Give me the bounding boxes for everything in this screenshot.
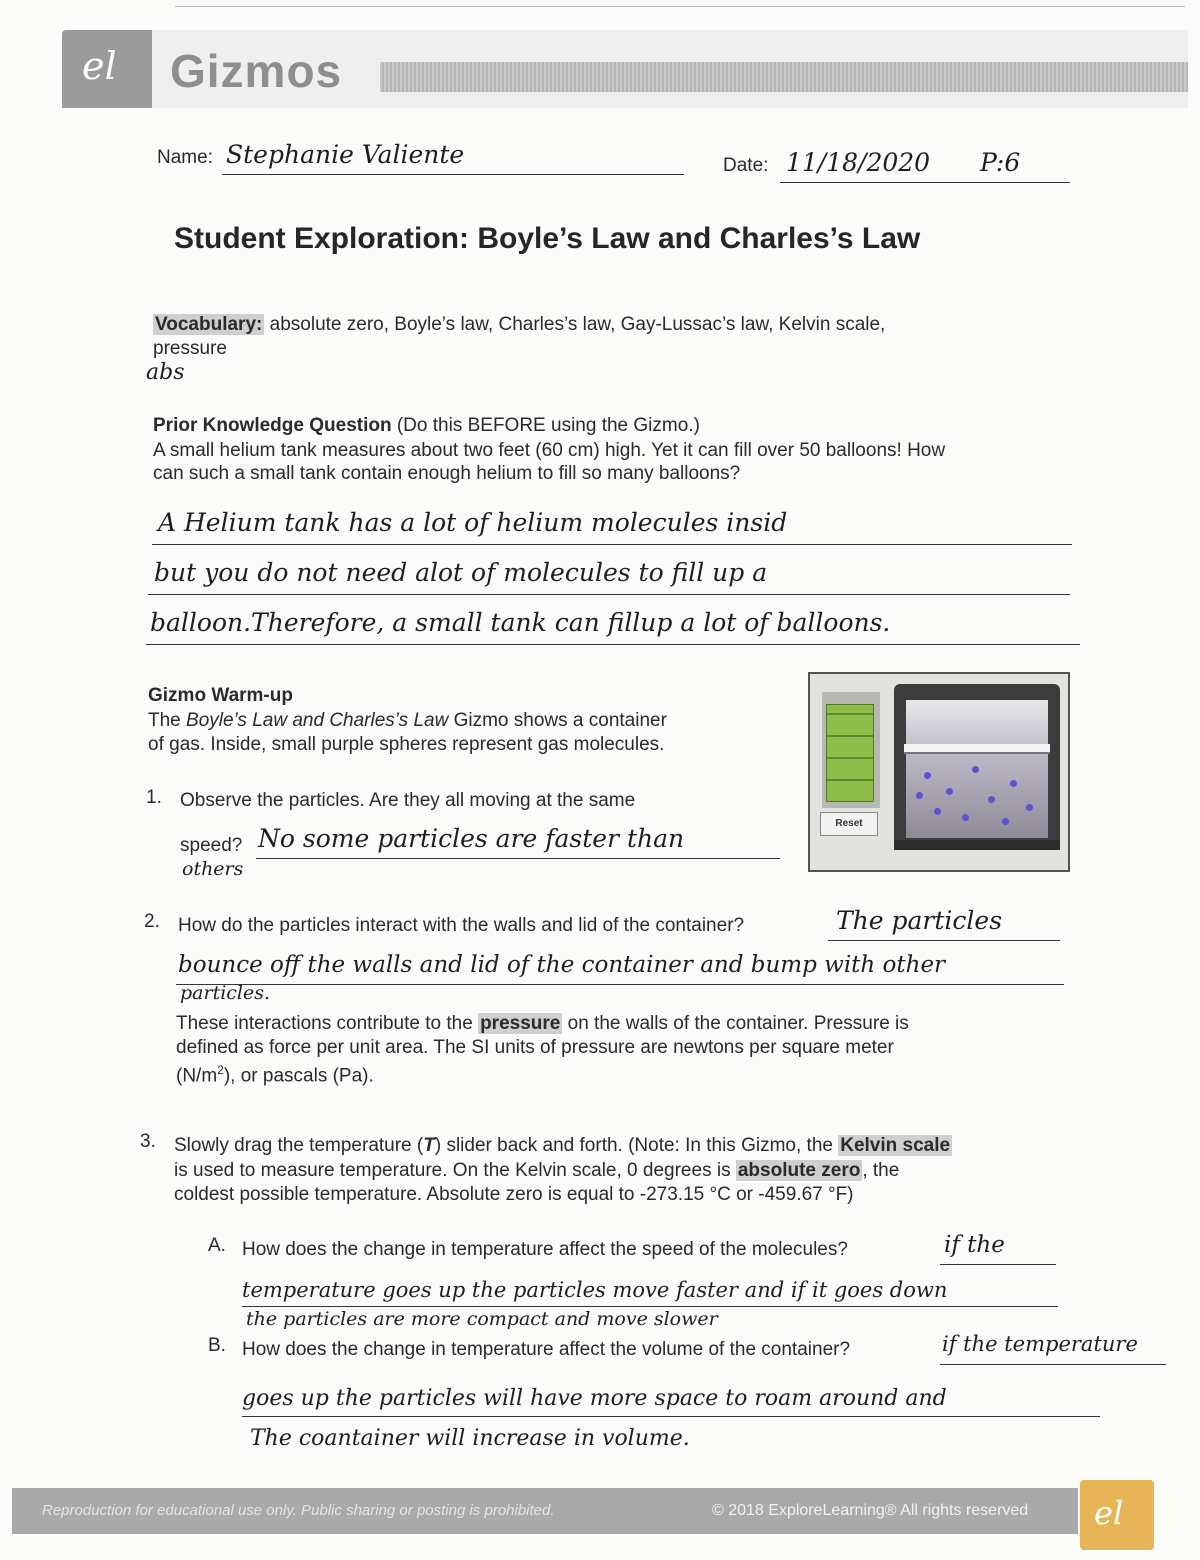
q3a-answer-text: temperature goes up the particles move faster and if it goes down: [242, 1278, 948, 1302]
q2-info-a: These interactions contribute to the: [176, 1013, 473, 1034]
q2-answer-text: bounce off the walls and lid of the container and bump with other: [178, 952, 946, 978]
gas-molecule: [972, 766, 979, 773]
q2-answer-line-2[interactable]: [176, 950, 1064, 985]
q3-term-kelvin: Kelvin scale: [840, 1135, 951, 1156]
q3a-label: A.: [208, 1235, 226, 1256]
date-field[interactable]: [780, 148, 1070, 183]
q3b-answer-start: if the temperature: [942, 1332, 1138, 1356]
gas-molecule: [946, 788, 953, 795]
q2-answer-start: The particles: [836, 906, 1003, 935]
explorelearning-logo: [62, 30, 152, 108]
q3-line1-t: T: [423, 1135, 435, 1156]
vocabulary-terms-cont: pressure: [153, 338, 227, 359]
gas-molecule: [988, 796, 995, 803]
gizmo-screenshot: [808, 672, 1070, 872]
q3-line1: [174, 1134, 1064, 1157]
q1-answer-line[interactable]: [256, 824, 780, 859]
gas-molecule: [934, 808, 941, 815]
warmup-intro-line1: [148, 709, 667, 732]
footer-bar: [12, 1488, 1078, 1534]
warmup-gizmo-title: Boyle’s Law and Charles’s Law: [186, 710, 449, 731]
prior-heading-note: (Do this BEFORE using the Gizmo.): [396, 415, 700, 436]
q3b-answer-text: goes up the particles will have more space to roam around and: [242, 1386, 947, 1411]
q3-line2b: , the: [862, 1160, 900, 1181]
q2-answer-cont: particles.: [180, 982, 271, 1004]
q3-line1a: Slowly drag the temperature (: [174, 1135, 424, 1156]
gas-molecule: [1026, 804, 1033, 811]
q2-info-sup: 2: [217, 1063, 224, 1077]
q1-number: 1.: [146, 787, 162, 808]
q1-text: Observe the particles. Are they all moving at the same: [180, 790, 636, 811]
q3a-answer-start: if the: [944, 1232, 1005, 1258]
gizmo-container-lid: [904, 744, 1050, 754]
warmup-intro-the: The: [148, 710, 181, 731]
top-scan-line: [175, 6, 1185, 7]
prior-answer-text-3: balloon.Therefore, a small tank can fillup a lot of balloons.: [150, 608, 891, 637]
q2-info-line2: defined as force per unit area. The SI units of pressure are newtons per square meter: [176, 1037, 894, 1058]
q3b-text: How does the change in temperature affect the volume of the container?: [242, 1339, 851, 1360]
prior-answer-text-2: but you do not need alot of molecules to fill up a: [154, 558, 768, 587]
prior-question-line2: can such a small tank contain enough helium to fill so many balloons?: [153, 463, 741, 484]
footer-notice: Reproduction for educational use only. Public sharing or posting is prohibited.: [42, 1502, 555, 1519]
q3b-answer-line-1[interactable]: [940, 1332, 1166, 1365]
q1-answer-cont: others: [182, 858, 244, 880]
prior-question-line1: A small helium tank measures about two feet (60 cm) high. Yet it can fill over 50 balloons! How: [153, 440, 946, 461]
q3-number: 3.: [140, 1131, 156, 1152]
q3b-label: B.: [208, 1335, 226, 1356]
q2-number: 2.: [144, 911, 160, 932]
gas-molecule: [924, 772, 931, 779]
page-title: Student Exploration: Boyle’s Law and Charles’s Law: [174, 222, 921, 255]
gizmo-container-base: [894, 840, 1060, 850]
footer-copyright: © 2018 ExploreLearning® All rights reserved: [712, 1502, 1029, 1519]
q3a-answer-line-1[interactable]: [940, 1232, 1056, 1265]
q2-info-line1: [176, 1012, 1056, 1035]
q2-info-line3b: ), or pascals (Pa).: [223, 1065, 374, 1087]
q3b-answer-line-2[interactable]: [242, 1384, 1100, 1417]
q3-line3: coldest possible temperature. Absolute zero is equal to -273.15 °C or -459.67 °F): [174, 1184, 854, 1205]
brand-title: Gizmos: [170, 45, 343, 97]
prior-answer-line-2[interactable]: [148, 556, 1070, 595]
gas-molecule: [1010, 780, 1017, 787]
prior-heading: [153, 414, 700, 437]
vocabulary: [153, 313, 1033, 336]
q3-term-zero: absolute zero: [737, 1160, 861, 1181]
gizmo-weight-stack: [826, 704, 874, 802]
date-label: Date:: [723, 155, 769, 176]
vocabulary-label: Vocabulary:: [155, 314, 263, 335]
logo-mark: el: [82, 44, 117, 88]
gizmo-container-interior: [906, 700, 1048, 838]
name-field[interactable]: [222, 140, 684, 175]
q1-text-cont: speed?: [180, 835, 243, 856]
prior-answer-text-1: A Helium tank has a lot of helium molecules insid: [158, 508, 788, 537]
header-hatch: [380, 62, 1188, 92]
gas-molecule: [962, 814, 969, 821]
date-value: 11/18/2020: [786, 148, 931, 177]
warmup-intro-line2: of gas. Inside, small purple spheres represent gas molecules.: [148, 734, 665, 755]
q3-line2: [174, 1159, 1064, 1182]
name-value: Stephanie Valiente: [226, 140, 465, 169]
q3a-answer-line-2[interactable]: [242, 1276, 1058, 1307]
q3a-text: How does the change in temperature affect the speed of the molecules?: [242, 1239, 848, 1260]
q2-text: How do the particles interact with the walls and lid of the container?: [178, 915, 745, 936]
prior-answer-line-1[interactable]: [152, 506, 1072, 545]
q3b-answer-cont: The coantainer will increase in volume.: [250, 1426, 690, 1451]
q2-info-term: pressure: [480, 1013, 561, 1034]
prior-heading-label: Prior Knowledge Question: [153, 415, 392, 436]
q1-answer-text: No some particles are faster than: [258, 824, 685, 853]
name-label: Name:: [157, 147, 213, 168]
q3-line2a: is used to measure temperature. On the Kelvin scale, 0 degrees is: [174, 1160, 731, 1181]
gas-molecule: [916, 792, 923, 799]
footer-logo: [1080, 1480, 1154, 1550]
q3a-answer-cont: the particles are more compact and move slower: [246, 1308, 718, 1330]
footer-logo-mark: el: [1094, 1494, 1124, 1532]
q2-answer-line-1[interactable]: [828, 906, 1060, 941]
q2-info-line3a: (N/m: [176, 1065, 218, 1087]
gas-molecule: [1002, 818, 1009, 825]
prior-answer-line-3[interactable]: [146, 606, 1080, 645]
q2-info-line3: [176, 1059, 374, 1087]
q3-line1b: ) slider back and forth. (Note: In this Gizmo, the: [434, 1135, 833, 1156]
vocabulary-note: abs: [146, 360, 185, 385]
vocabulary-terms: absolute zero, Boyle’s law, Charles’s law, Gay-Lussac’s law, Kelvin scale,: [269, 314, 886, 335]
warmup-heading: Gizmo Warm-up: [148, 685, 293, 706]
warmup-intro-rest: Gizmo shows a container: [453, 710, 667, 731]
q2-info-b: on the walls of the container. Pressure is: [567, 1013, 909, 1034]
period-value: P:6: [980, 148, 1021, 177]
reset-button[interactable]: Reset: [820, 812, 878, 836]
